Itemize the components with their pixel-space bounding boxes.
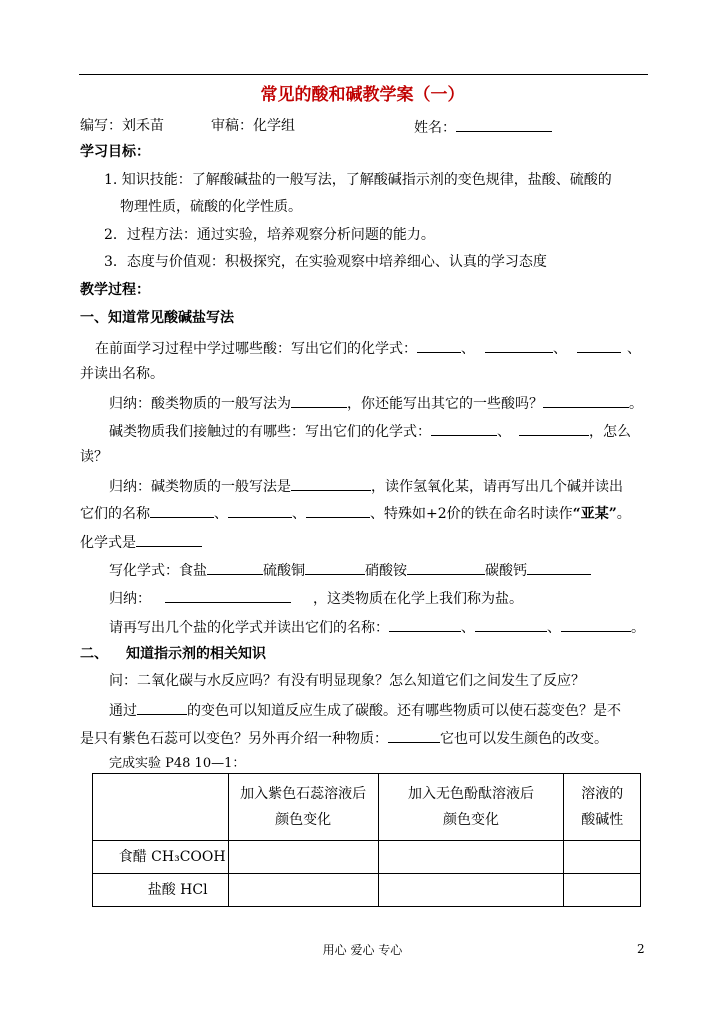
- salt-nh4no3-label: 硝酸铵: [365, 563, 407, 579]
- acids-question-line: [95, 338, 641, 358]
- base-names-text: 它们的名称: [80, 506, 150, 522]
- header-text: 酸碱性: [581, 812, 624, 828]
- header-text: 加入紫色石蕊溶液后: [240, 786, 367, 802]
- salt-question-line: [109, 617, 645, 637]
- table-header-litmus: [228, 774, 378, 841]
- separator: 、: [461, 620, 475, 636]
- table-cell[interactable]: [228, 841, 378, 874]
- separator: 、: [292, 506, 306, 522]
- section-2-number: 二、: [80, 646, 108, 662]
- separator: 、: [214, 506, 228, 522]
- table-header-blank: [93, 774, 229, 841]
- period: 。: [631, 620, 645, 636]
- acid-summary-line: [109, 393, 643, 413]
- row-label-hcl: 盐酸 HCl: [93, 874, 229, 907]
- indicator-paragraph-line-2: [80, 728, 608, 748]
- base-summary-line: [109, 476, 623, 496]
- salt-formula-line: [109, 560, 591, 580]
- separator: 、: [547, 620, 561, 636]
- salt-summary-label: 归纳：: [109, 591, 151, 607]
- answer-blank[interactable]: [306, 503, 370, 518]
- indicator-text-cont: 它也可以发生颜色的改变。: [440, 731, 608, 747]
- table-row: [93, 874, 641, 907]
- table-header-phenolphthalein: [378, 774, 564, 841]
- answer-blank[interactable]: [136, 532, 202, 547]
- header-text: 加入无色酚酞溶液后: [408, 786, 535, 802]
- indicator-text-cont: 的变色可以知道反应生成了碳酸。还有哪些物质可以使石蕊变色？是不: [187, 703, 621, 719]
- table-cell[interactable]: [564, 874, 641, 907]
- base-names-line: [80, 503, 631, 523]
- indicator-paragraph-line-1: [109, 700, 621, 720]
- base-summary-cont: ，读作氢氧化某，请再写出几个碱并读出: [371, 479, 623, 495]
- formula-line: [80, 532, 202, 552]
- name-field: [414, 117, 552, 137]
- indicator-text: 是只有紫色石蕊可以变色？另外再介绍一种物质：: [80, 731, 388, 747]
- answer-blank[interactable]: [305, 560, 365, 575]
- answer-blank[interactable]: [527, 560, 591, 575]
- answer-blank[interactable]: [561, 617, 631, 632]
- base-question-cont: ，怎么: [589, 424, 631, 440]
- table-row: [93, 841, 641, 874]
- base-summary-text: 归纳：碱类物质的一般写法是: [109, 479, 291, 495]
- salt-summary-text: ，这类物质在化学上我们称为盐。: [313, 591, 523, 607]
- period: 。: [629, 396, 643, 412]
- objective-1-line-1: 1. 知识技能：了解酸碱盐的一般写法，了解酸碱指示剂的变色规律，盐酸、硫酸的: [104, 172, 612, 188]
- answer-blank[interactable]: [291, 476, 371, 491]
- separator: 、: [461, 341, 475, 357]
- answer-blank[interactable]: [475, 617, 547, 632]
- answer-blank[interactable]: [389, 617, 461, 632]
- separator: 、: [627, 341, 641, 357]
- answer-blank[interactable]: [519, 421, 589, 436]
- salt-caco3-label: 碳酸钙: [485, 563, 527, 579]
- objective-2: 2．过程方法：通过实验，培养观察分析问题的能力。: [104, 227, 435, 243]
- row-label-vinegar: 食醋 CH₃COOH: [93, 841, 229, 874]
- salt-question: 请再写出几个盐的化学式并读出它们的名称：: [109, 620, 389, 636]
- name-label: 姓名：: [414, 120, 456, 136]
- objective-1-line-2: 物理性质，硫酸的化学性质。: [120, 199, 302, 215]
- separator: 、: [497, 424, 511, 440]
- acid-summary-text: 归纳：酸类物质的一般写法为: [109, 396, 291, 412]
- section-2-title: 知道指示剂的相关知识: [126, 646, 266, 662]
- header-text: 溶液的: [581, 786, 624, 802]
- section-2-heading: [80, 645, 266, 663]
- answer-blank[interactable]: [165, 588, 291, 603]
- answer-blank[interactable]: [431, 421, 497, 436]
- answer-blank[interactable]: [407, 560, 485, 575]
- header-rule: [79, 74, 648, 75]
- answer-blank[interactable]: [137, 700, 187, 715]
- answer-blank[interactable]: [291, 393, 347, 408]
- page-footer: 用心 爱心 专心: [322, 943, 403, 957]
- answer-blank[interactable]: [543, 393, 629, 408]
- salt-nacl-label: 写化学式：食盐: [109, 563, 207, 579]
- experiment-label: 完成实验 P48 10—1：: [109, 756, 246, 771]
- review-line: 审稿：化学组: [211, 118, 295, 134]
- co2-question: 问：二氧化碳与水反应吗？有没有明显现象？怎么知道它们之间发生了反应？: [109, 673, 585, 689]
- answer-blank[interactable]: [228, 503, 292, 518]
- acids-question-cont: 并读出名称。: [80, 366, 164, 382]
- section-1-heading: 一、知道常见酸碱盐写法: [80, 310, 234, 326]
- header-text: 颜色变化: [275, 812, 332, 828]
- salt-cuso4-label: 硫酸铜: [263, 563, 305, 579]
- acid-summary-question: ，你还能写出其它的一些酸吗？: [347, 396, 543, 412]
- answer-blank[interactable]: [577, 338, 621, 353]
- table-header-acidity: [564, 774, 641, 841]
- ferrous-term: “亚某”: [572, 506, 617, 522]
- table-cell[interactable]: [564, 841, 641, 874]
- answer-blank[interactable]: [388, 728, 440, 743]
- salt-summary-line: [109, 588, 523, 608]
- objectives-heading: 学习目标：: [80, 144, 150, 160]
- page-title: 常见的酸和碱教学案（一）: [260, 85, 465, 105]
- base-question: 碱类物质我们接触过的有哪些：写出它们的化学式：: [109, 424, 431, 440]
- header-text: 颜色变化: [443, 812, 500, 828]
- page-number: 2: [637, 942, 645, 956]
- formula-label: 化学式是: [80, 535, 136, 551]
- base-question-line: [109, 421, 631, 441]
- table-cell[interactable]: [378, 874, 564, 907]
- author-line: 编写：刘禾苗: [80, 118, 164, 134]
- table-cell[interactable]: [228, 874, 378, 907]
- process-heading: 教学过程：: [80, 282, 150, 298]
- base-question-end: 读？: [80, 449, 108, 465]
- answer-blank[interactable]: [485, 338, 553, 353]
- answer-blank[interactable]: [417, 338, 461, 353]
- period: 。: [616, 506, 631, 522]
- name-blank[interactable]: [456, 117, 552, 132]
- acids-question: 在前面学习过程中学过哪些酸：写出它们的化学式：: [95, 341, 417, 357]
- base-names-cont: 、特殊如+2价的铁在命名时读作: [370, 506, 573, 522]
- indicator-text: 通过: [109, 703, 137, 719]
- objective-3: 3．态度与价值观：积极探究，在实验观察中培养细心、认真的学习态度: [104, 254, 547, 270]
- table-cell[interactable]: [378, 841, 564, 874]
- separator: 、: [553, 341, 567, 357]
- answer-blank[interactable]: [207, 560, 263, 575]
- experiment-table: [92, 773, 641, 907]
- answer-blank[interactable]: [150, 503, 214, 518]
